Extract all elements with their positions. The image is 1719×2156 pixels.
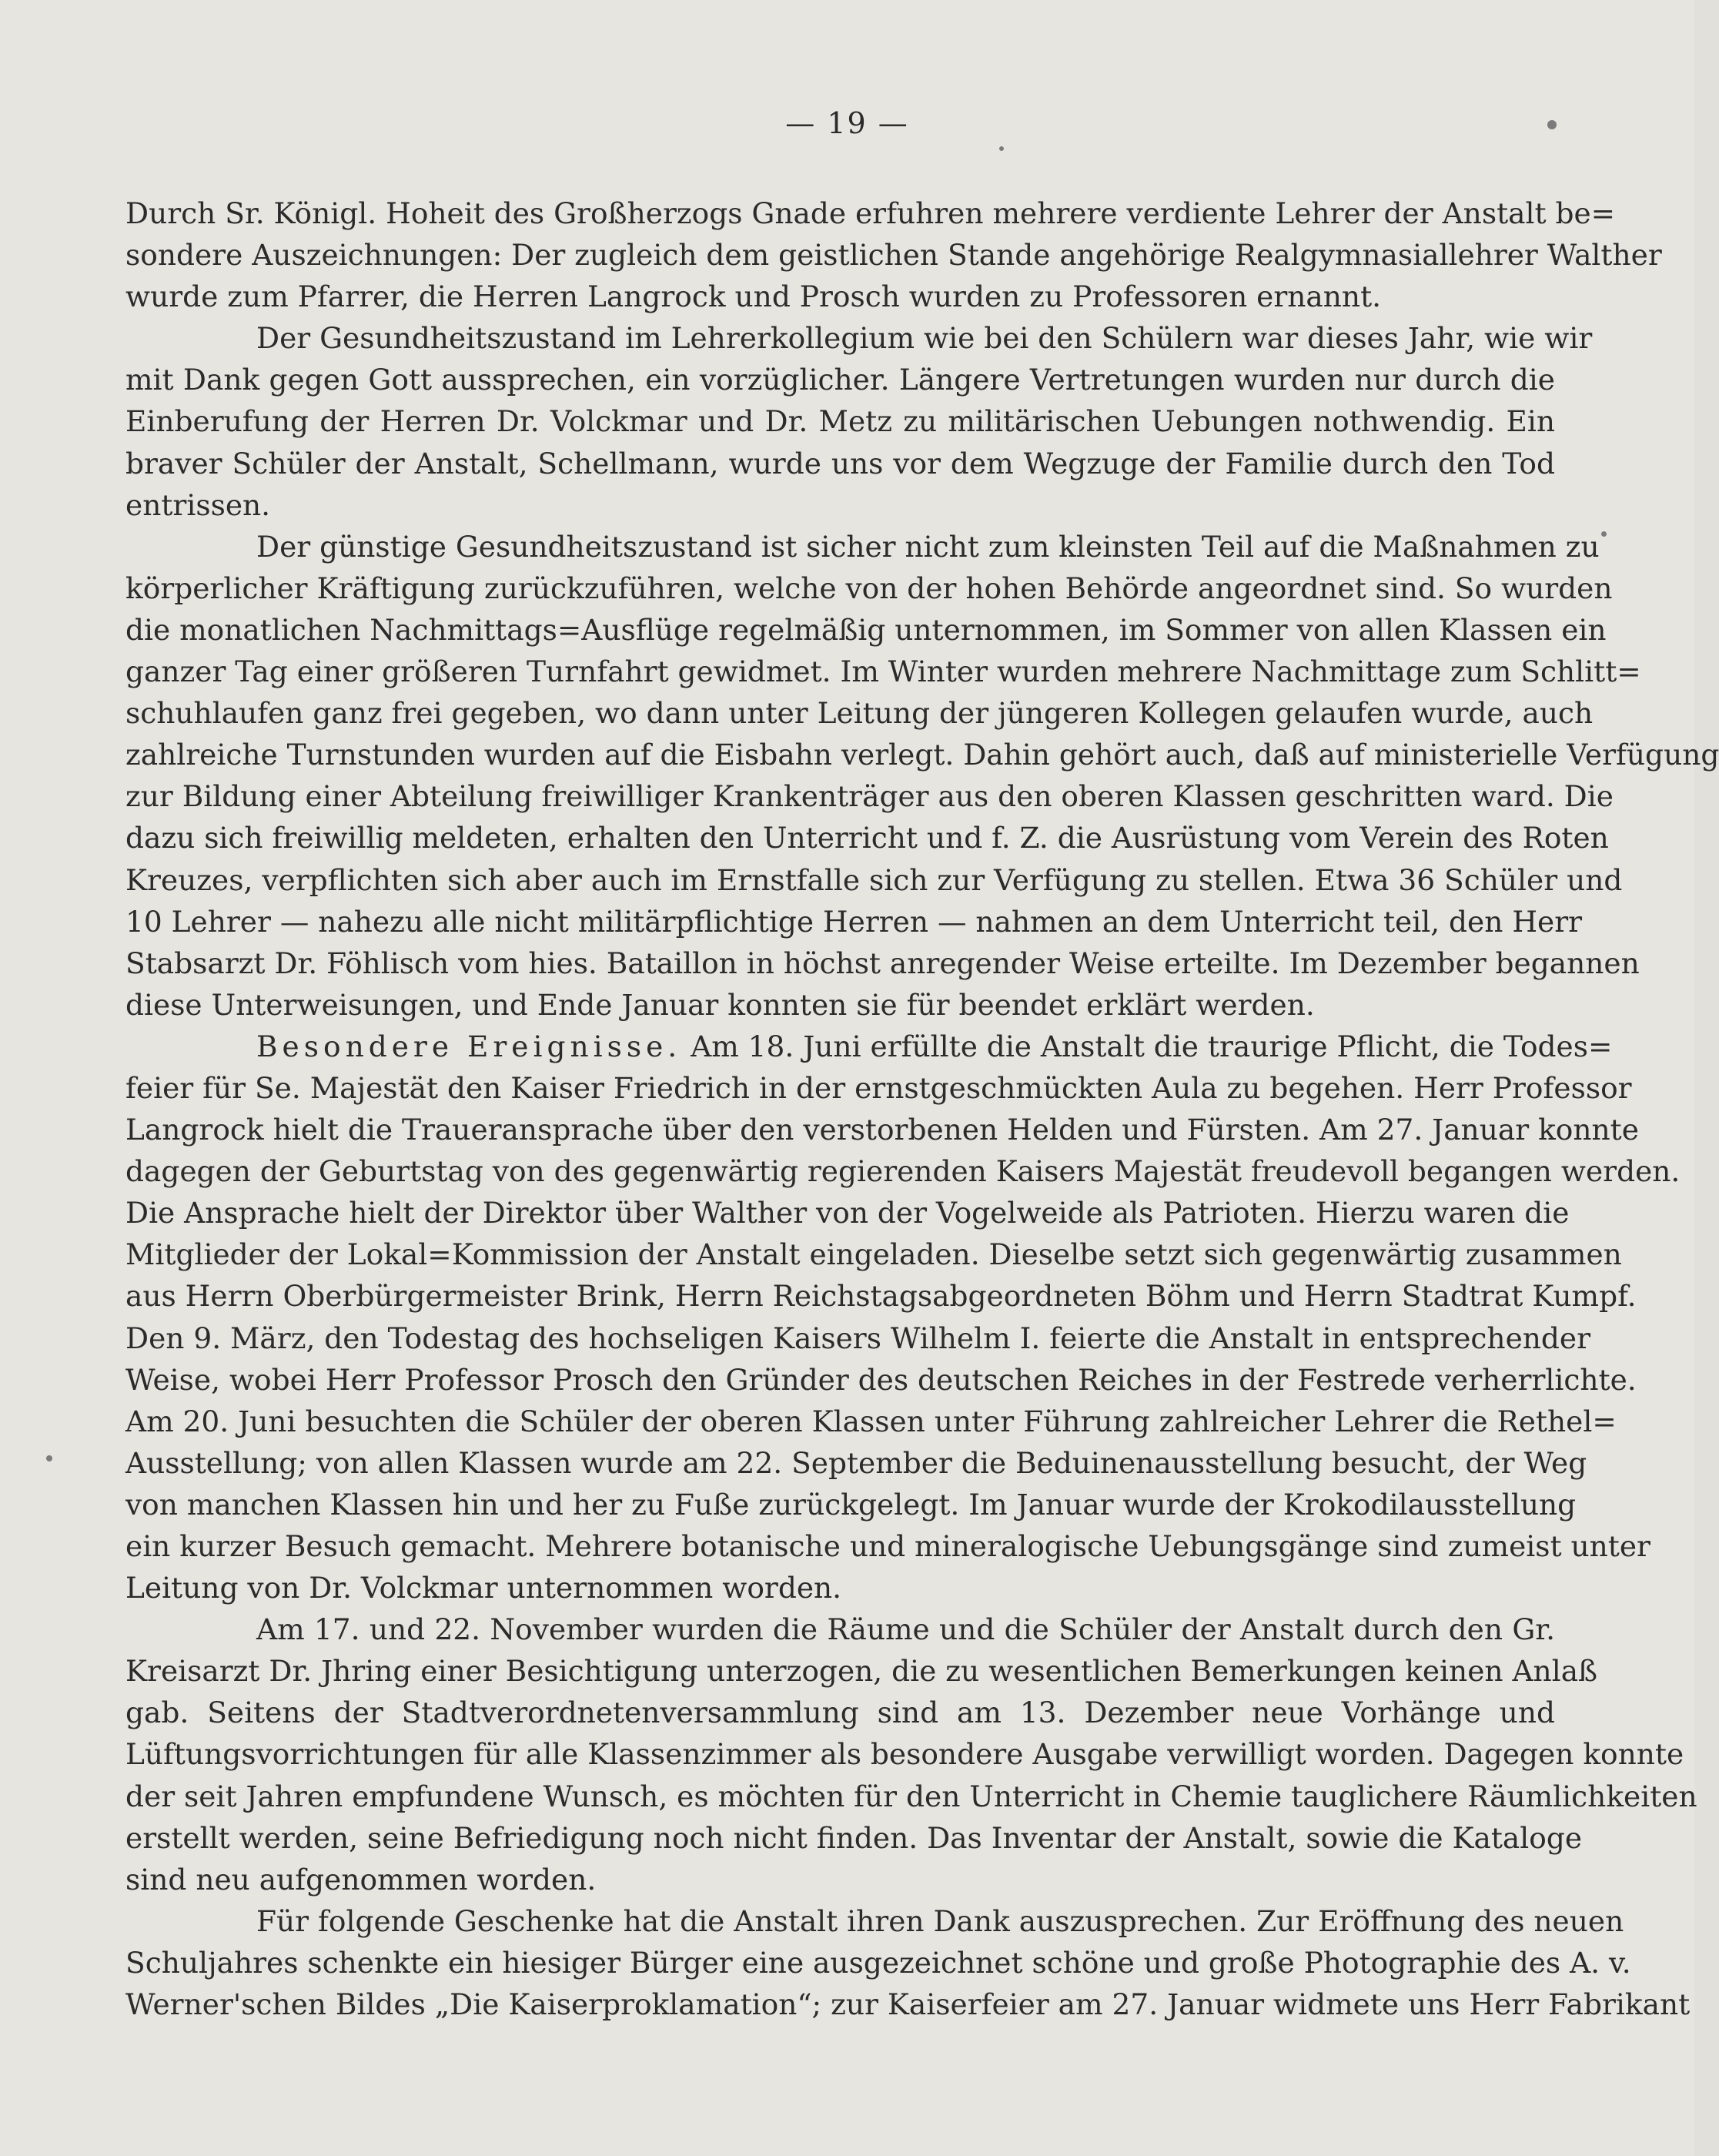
text-line: ganzer Tag einer größeren Turnfahrt gewidmet. Im Winter wurden mehrere Nachmittage zum Schlitt=: [125, 654, 1641, 689]
text-line: feier für Se. Majestät den Kaiser Friedrich in der ernstgeschmückten Aula zu begehen. Herr Professor: [125, 1070, 1632, 1105]
paragraph-gifts: [125, 1900, 1691, 2025]
text-line: aus Herrn Oberbürgermeister Brink, Herrn Reichstagsabgeordneten Böhm und Herrn Stadtrat Kumpf.: [125, 1279, 1637, 1314]
print-speck: [1601, 531, 1607, 537]
text-line-rest: Am 18. Juni erfüllte die Anstalt die traurige Pflicht, die Todes=: [681, 1029, 1613, 1063]
text-line: dagegen der Geburtstag von des gegenwärtig regierenden Kaisers Majestät freudevoll begangen werden.: [125, 1154, 1681, 1189]
text-line: die monatlichen Nachmittags=Ausflüge regelmäßig unternommen, im Sommer von allen Klassen ein: [125, 612, 1607, 647]
text-line: Einberufung der Herren Dr. Volckmar und Dr. Metz zu militärischen Uebungen nothwendig. Ein: [125, 404, 1555, 439]
page-number: — 19 —: [785, 106, 909, 140]
print-speck: [1547, 120, 1557, 129]
paragraph-health: [125, 317, 1593, 525]
text-line: erstellt werden, seine Befriedigung noch nicht finden. Das Inventar der Anstalt, sowie die Kataloge: [125, 1820, 1583, 1855]
text-line: gab. Seitens der Stadtverordnetenversammlung sind am 13. Dezember neue Vorhänge und: [125, 1696, 1555, 1730]
text-line: Lüftungsvorrichtungen für alle Klassenzimmer als besondere Ausgabe verwilligt worden. Dagegen konnte: [125, 1737, 1684, 1772]
text-line: diese Unterweisungen, und Ende Januar konnten sie für beendet erklärt werden.: [125, 987, 1315, 1022]
text-line: zur Bildung einer Abteilung freiwilliger Krankenträger aus den oberen Klassen geschritten ward. Die: [125, 779, 1614, 814]
text-line: Die Ansprache hielt der Direktor über Walther von der Vogelweide als Patrioten. Hierzu waren die: [125, 1196, 1570, 1230]
text-line: Durch Sr. Königl. Hoheit des Großherzogs Gnade erfuhren mehrere verdiente Lehrer der Anstalt be=: [125, 196, 1616, 230]
text-line: wurde zum Pfarrer, die Herren Langrock und Prosch wurden zu Professoren ernannt.: [125, 280, 1382, 314]
text-line: entrissen.: [125, 487, 271, 522]
text-line: Kreisarzt Dr. Jhring einer Besichtigung unterzogen, die zu wesentlichen Bemerkungen keinen Anlaß: [125, 1654, 1598, 1689]
text-line: Weise, wobei Herr Professor Prosch den Gründer des deutschen Reiches in der Festrede verherrlichte.: [125, 1362, 1637, 1397]
text-line: Am 17. und 22. November wurden die Räume und die Schüler der Anstalt durch den Gr.: [256, 1612, 1555, 1647]
paragraph-physical-training: [125, 526, 1719, 1026]
text-line: Ausstellung; von allen Klassen wurde am 22. September die Beduinenausstellung besucht, der Weg: [125, 1445, 1587, 1480]
paragraph-inspection: [125, 1609, 1697, 1900]
paragraph-events: [125, 1026, 1681, 1609]
text-line: Langrock hielt die Traueransprache über den verstorbenen Helden und Fürsten. Am 27. Januar konnte: [125, 1113, 1639, 1147]
print-speck: [999, 146, 1004, 151]
section-heading: Besondere Ereignisse.: [256, 1029, 682, 1063]
text-line: der seit Jahren empfundene Wunsch, es möchten für den Unterricht in Chemie tauglichere Räumlichkeiten: [125, 1779, 1697, 1813]
text-line: Für folgende Geschenke hat die Anstalt ihren Dank auszusprechen. Zur Eröffnung des neuen: [256, 1903, 1624, 1938]
text-line: mit Dank gegen Gott aussprechen, ein vorzüglicher. Längere Vertretungen wurden nur durch die: [125, 363, 1555, 397]
text-line: körperlicher Kräftigung zurückzuführen, welche von der hohen Behörde angeordnet sind. So wurden: [125, 571, 1613, 605]
text-line: zahlreiche Turnstunden wurden auf die Eisbahn verlegt. Dahin gehört auch, daß auf ministerielle Verfügung: [125, 738, 1719, 772]
text-line: Stabsarzt Dr. Föhlisch vom hies. Bataillon in höchst anregender Weise erteilte. Im Dezember begannen: [125, 946, 1640, 980]
text-line: Der Gesundheitszustand im Lehrerkollegium wie bei den Schülern war dieses Jahr, wie wir: [256, 321, 1593, 356]
text-line: Mitglieder der Lokal=Kommission der Anstalt eingeladen. Dieselbe setzt sich gegenwärtig zusammen: [125, 1237, 1622, 1272]
text-line: sind neu aufgenommen worden.: [125, 1862, 597, 1897]
body-text: [125, 192, 1719, 2025]
text-line: Den 9. März, den Todestag des hochseligen Kaisers Wilhelm I. feierte die Anstalt in entsprechender: [125, 1321, 1591, 1355]
text-line: Kreuzes, verpflichten sich aber auch im Ernstfalle sich zur Verfügung zu stellen. Etwa 36 Schüler und: [125, 862, 1623, 897]
text-line: Der günstige Gesundheitszustand ist sicher nicht zum kleinsten Teil auf die Maßnahmen zu: [256, 529, 1600, 564]
text-line: Werner'schen Bildes „Die Kaiserproklamation“; zur Kaiserfeier am 27. Januar widmete uns Herr Fabrikant: [125, 1987, 1691, 2022]
paragraph-honours: [125, 192, 1662, 317]
text-line: Schuljahres schenkte ein hiesiger Bürger eine ausgezeichnet schöne und große Photographie des A. v.: [125, 1945, 1631, 1980]
text-line: braver Schüler der Anstalt, Schellmann, wurde uns vor dem Wegzuge der Familie durch den Tod: [125, 446, 1555, 480]
text-line: Leitung von Dr. Volckmar unternommen worden.: [125, 1571, 842, 1605]
text-line: dazu sich freiwillig meldeten, erhalten den Unterricht und f. Z. die Ausrüstung vom Verein des Roten: [125, 821, 1609, 855]
print-speck: [46, 1455, 52, 1461]
text-line: schuhlaufen ganz frei gegeben, wo dann unter Leitung der jüngeren Kollegen gelaufen wurde, auch: [125, 696, 1594, 731]
text-line: [125, 1026, 1613, 1067]
text-line: Am 20. Juni besuchten die Schüler der oberen Klassen unter Führung zahlreicher Lehrer die Rethel=: [125, 1404, 1617, 1438]
text-line: ein kurzer Besuch gemacht. Mehrere botanische und mineralogische Uebungsgänge sind zumeist unter: [125, 1529, 1650, 1563]
text-line: sondere Auszeichnungen: Der zugleich dem geistlichen Stande angehörige Realgymnasiallehrer Walther: [125, 238, 1662, 273]
text-line: von manchen Klassen hin und her zu Fuße zurückgelegt. Im Januar wurde der Krokodilausstellung: [125, 1487, 1577, 1522]
text-line: 10 Lehrer — nahezu alle nicht militärpflichtige Herren — nahmen an dem Unterricht teil, den Herr: [125, 904, 1583, 939]
